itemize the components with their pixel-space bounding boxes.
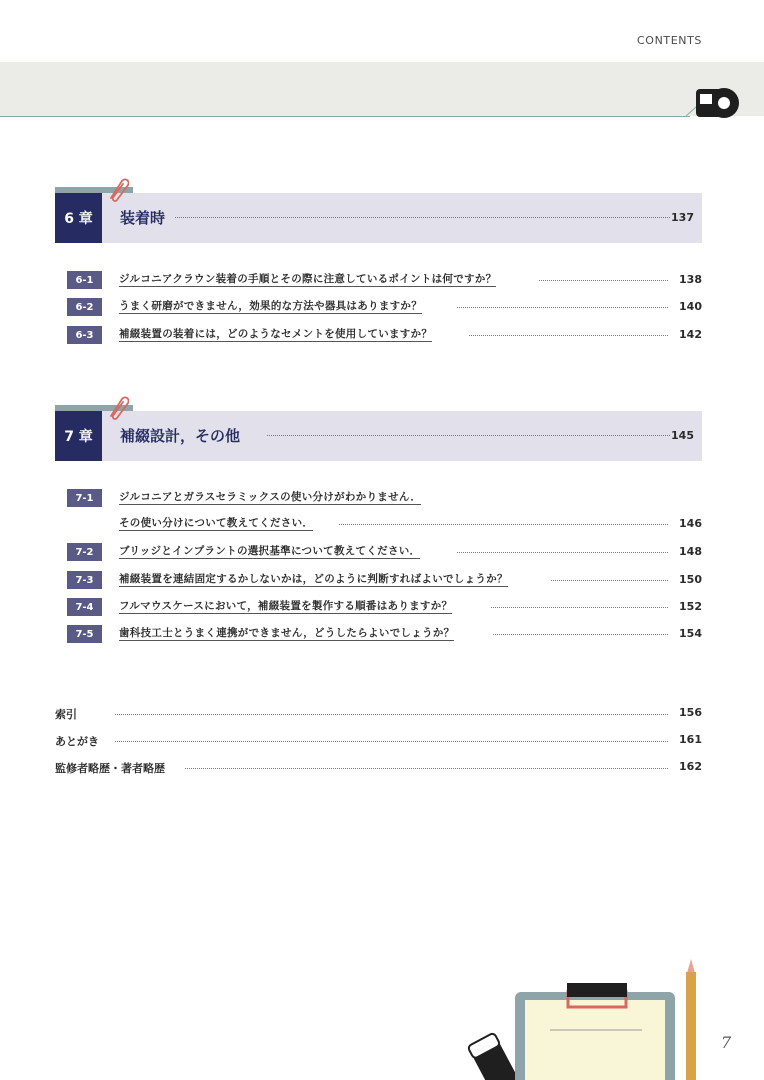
question-number: 6-1 bbox=[67, 271, 102, 289]
dot-leader bbox=[175, 217, 670, 218]
question-number: 7-3 bbox=[67, 571, 102, 589]
question-number: 6-3 bbox=[67, 326, 102, 344]
question-number: 7-2 bbox=[67, 543, 102, 561]
question-number: 7-1 bbox=[67, 489, 102, 507]
chapter-page: 145 bbox=[671, 429, 694, 442]
chapter-7-header[interactable] bbox=[55, 411, 702, 461]
stationery-illustration bbox=[460, 955, 705, 1080]
page-number: 7 bbox=[721, 1033, 732, 1052]
chapter-number: 6 章 bbox=[55, 193, 102, 243]
question-text: 歯科技工士とうまく連携ができません，どうしたらよいでしょうか？ bbox=[119, 627, 455, 639]
entry-text: 監修者略歴・著者略歴 bbox=[55, 762, 165, 775]
question-text: うまく研磨ができません，効果的な方法や器具はありますか？ bbox=[119, 300, 423, 312]
dot-leader bbox=[493, 634, 668, 635]
chapter-title: 補綴設計，その他 bbox=[120, 427, 241, 445]
eraser-icon bbox=[467, 1033, 522, 1080]
entry-text: 索引 bbox=[55, 708, 77, 721]
question-7-4[interactable] bbox=[67, 598, 702, 616]
question-7-5[interactable] bbox=[67, 625, 702, 643]
dot-leader bbox=[185, 768, 668, 769]
question-7-2[interactable] bbox=[67, 543, 702, 561]
clipboard-icon bbox=[515, 983, 675, 1080]
entry-page: 162 bbox=[679, 760, 702, 773]
entry-page: 161 bbox=[679, 733, 702, 746]
question-7-1[interactable] bbox=[67, 489, 702, 533]
afterword-entry[interactable] bbox=[55, 733, 702, 749]
dot-leader bbox=[469, 335, 668, 336]
question-6-3[interactable] bbox=[67, 326, 702, 344]
index-entry[interactable] bbox=[55, 706, 702, 722]
author-profile-entry[interactable] bbox=[55, 760, 702, 776]
dot-leader bbox=[115, 714, 668, 715]
dot-leader bbox=[267, 435, 670, 436]
entry-text: あとがき bbox=[55, 735, 99, 748]
question-page: 142 bbox=[679, 328, 702, 341]
contents-label: CONTENTS bbox=[637, 34, 702, 47]
top-band bbox=[0, 62, 764, 116]
dot-leader bbox=[539, 280, 668, 281]
chapter-number: 7 章 bbox=[55, 411, 102, 461]
pencil-icon bbox=[686, 959, 696, 1080]
question-page: 138 bbox=[679, 273, 702, 286]
question-text-line2: その使い分けについて教えてください． bbox=[119, 517, 314, 529]
question-number: 6-2 bbox=[67, 298, 102, 316]
question-page: 140 bbox=[679, 300, 702, 313]
question-text: フルマウスケースにおいて，補綴装置を製作する順番はありますか？ bbox=[119, 600, 453, 612]
question-page: 150 bbox=[679, 573, 702, 586]
dot-leader bbox=[115, 741, 668, 742]
top-band-line bbox=[0, 116, 690, 117]
chapter-bar bbox=[102, 193, 702, 243]
dot-leader bbox=[457, 552, 668, 553]
tape-roll-icon bbox=[686, 86, 742, 120]
paperclip-icon bbox=[107, 394, 129, 420]
chapter-6-header[interactable] bbox=[55, 193, 702, 243]
dot-leader bbox=[457, 307, 668, 308]
question-page: 152 bbox=[679, 600, 702, 613]
question-page: 146 bbox=[679, 517, 702, 530]
question-6-1[interactable] bbox=[67, 271, 702, 289]
paperclip-icon bbox=[107, 176, 129, 202]
question-text: ジルコニアとガラスセラミックスの使い分けがわかりません． bbox=[119, 491, 422, 503]
entry-page: 156 bbox=[679, 706, 702, 719]
question-text: ジルコニアクラウン装着の手順とその際に注意しているポイントは何ですか？ bbox=[119, 273, 497, 285]
question-number: 7-4 bbox=[67, 598, 102, 616]
dot-leader bbox=[551, 580, 668, 581]
chapter-page: 137 bbox=[671, 211, 694, 224]
question-text: 補綴装置を連結固定するかしないかは，どのように判断すればよいでしょうか？ bbox=[119, 573, 508, 585]
chapter-title: 装着時 bbox=[120, 209, 166, 227]
question-text: ブリッジとインプラントの選択基準について教えてください． bbox=[119, 545, 421, 557]
dot-leader bbox=[491, 607, 668, 608]
question-number: 7-5 bbox=[67, 625, 102, 643]
question-page: 154 bbox=[679, 627, 702, 640]
question-text: 補綴装置の装着には，どのようなセメントを使用していますか？ bbox=[119, 328, 433, 340]
question-page: 148 bbox=[679, 545, 702, 558]
question-6-2[interactable] bbox=[67, 298, 702, 316]
question-7-3[interactable] bbox=[67, 571, 702, 589]
dot-leader bbox=[339, 524, 668, 525]
